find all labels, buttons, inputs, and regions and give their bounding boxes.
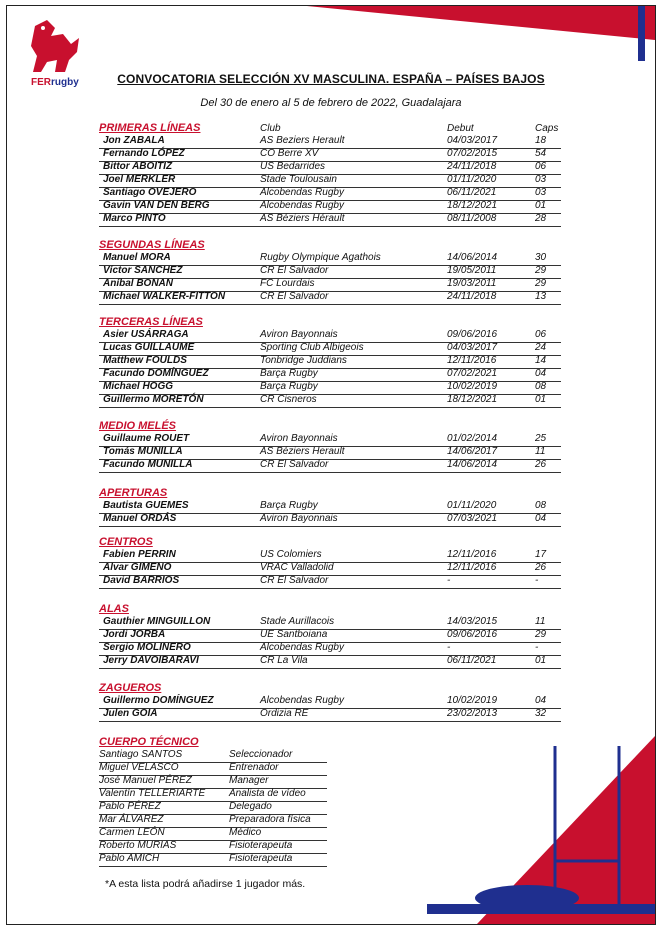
player-debut: 24/11/2018	[447, 291, 497, 302]
player-caps: 32	[535, 708, 547, 719]
section-heading: TERCERAS LÍNEAS	[99, 316, 203, 328]
player-debut: 14/06/2014	[447, 252, 498, 263]
player-name: Julen GOIA	[103, 708, 158, 719]
player-club: Alcobendas Rugby	[260, 695, 344, 706]
player-name: Guillermo MORETÓN	[103, 394, 204, 405]
staff-name: Pablo AMICH	[99, 853, 160, 864]
player-name: Sergio MOLINERO	[103, 642, 191, 653]
document-page	[6, 5, 656, 925]
player-row	[99, 381, 561, 395]
player-caps: 11	[535, 616, 546, 627]
footnote: *A esta lista podrá añadirse 1 jugador más.	[105, 878, 306, 890]
player-name: Manuel MORA	[103, 252, 171, 263]
player-name: Joel MERKLER	[103, 174, 176, 185]
player-debut: 18/12/2021	[447, 200, 498, 211]
player-caps: 26	[535, 459, 547, 470]
player-caps: 13	[535, 291, 547, 302]
player-debut: -	[447, 575, 451, 586]
player-club: CR El Salvador	[260, 459, 329, 470]
player-debut: 19/03/2011	[447, 278, 497, 289]
player-name: Gavin VAN DEN BERG	[103, 200, 210, 211]
staff-name: Carmen LEÓN	[99, 827, 165, 838]
player-debut: 24/11/2018	[447, 161, 497, 172]
player-club: US Colomiers	[260, 549, 322, 560]
player-row	[99, 265, 561, 279]
player-name: Santiago OVEJERO	[103, 187, 197, 198]
player-club: VRAC Valladolid	[260, 562, 334, 573]
player-debut: 23/02/2013	[447, 708, 498, 719]
player-name: Jordi JORBA	[103, 629, 166, 640]
column-header-caps: Caps	[535, 123, 559, 134]
player-caps: 01	[535, 655, 547, 666]
player-caps: 04	[535, 368, 547, 379]
staff-row	[99, 840, 327, 854]
player-name: Manuel ORDÁS	[103, 513, 177, 524]
player-caps: 25	[535, 433, 547, 444]
player-club: Alcobendas Rugby	[260, 200, 344, 211]
staff-role: Manager	[229, 775, 269, 786]
staff-name: Santiago SANTOS	[99, 749, 183, 760]
player-row	[99, 394, 561, 408]
player-name: Tomás MUNILLA	[103, 446, 183, 457]
player-debut: 07/03/2021	[447, 513, 498, 524]
player-caps: 30	[535, 252, 547, 263]
player-row	[99, 562, 561, 576]
player-row	[99, 575, 561, 589]
player-caps: 14	[535, 355, 547, 366]
player-row	[99, 329, 561, 343]
player-club: Tonbridge Juddians	[260, 355, 347, 366]
player-debut: -	[447, 642, 451, 653]
staff-name: Mar ÁLVAREZ	[99, 814, 164, 825]
player-caps: 08	[535, 381, 547, 392]
player-row	[99, 549, 561, 563]
player-debut: 09/06/2016	[447, 329, 498, 340]
player-caps: -	[535, 575, 539, 586]
staff-role: Médico	[229, 827, 262, 838]
section-heading: APERTURAS	[99, 487, 168, 499]
player-club: CR Cisneros	[260, 394, 317, 405]
player-name: Jerry DAVOIBARAVI	[103, 655, 199, 666]
staff-row	[99, 853, 327, 867]
page-subtitle: Del 30 de enero al 5 de febrero de 2022, Guadalajara	[200, 97, 462, 109]
player-debut: 07/02/2021	[447, 368, 498, 379]
player-name: Michael WALKER-FITTON	[103, 291, 226, 302]
player-club: Alcobendas Rugby	[260, 187, 344, 198]
player-caps: 28	[535, 213, 547, 224]
player-club: AS Béziers Herault	[260, 446, 345, 457]
player-row	[99, 459, 561, 473]
staff-role: Seleccionador	[229, 749, 293, 760]
player-club: US Bedarrides	[260, 161, 326, 172]
player-club: FC Lourdais	[260, 278, 315, 289]
player-debut: 04/03/2017	[447, 135, 498, 146]
player-club: Aviron Bayonnais	[260, 513, 338, 524]
lion-icon	[25, 16, 85, 76]
player-name: Matthew FOULDS	[103, 355, 187, 366]
player-name: Guillaume ROUET	[103, 433, 190, 444]
player-club: Barça Rugby	[260, 368, 318, 379]
player-name: Aníbal BONAN	[103, 278, 173, 289]
player-club: CR El Salvador	[260, 575, 329, 586]
section-heading: CENTROS	[99, 536, 153, 548]
player-debut: 07/02/2015	[447, 148, 498, 159]
staff-name: Miguel VELASCO	[99, 762, 179, 773]
player-debut: 08/11/2008	[447, 213, 497, 224]
player-row	[99, 135, 561, 149]
player-caps: 01	[535, 200, 547, 211]
player-caps: -	[535, 642, 539, 653]
player-name: Guillermo DOMÍNGUEZ	[103, 695, 214, 706]
player-name: Fernando LÓPEZ	[103, 148, 185, 159]
player-name: Bautista GUEMES	[103, 500, 189, 511]
player-row	[99, 342, 561, 356]
staff-role: Delegado	[229, 801, 272, 812]
column-header-debut: Debut	[447, 123, 474, 134]
player-row	[99, 446, 561, 460]
player-debut: 04/03/2017	[447, 342, 498, 353]
player-debut: 14/06/2017	[447, 446, 498, 457]
player-name: Bittor ABOITIZ	[103, 161, 173, 172]
player-name: Michael HOGG	[103, 381, 174, 392]
player-caps: 03	[535, 174, 547, 185]
player-caps: 29	[535, 629, 547, 640]
player-club: Aviron Bayonnais	[260, 433, 338, 444]
player-row	[99, 500, 561, 514]
player-row	[99, 708, 561, 722]
player-row	[99, 629, 561, 643]
section-heading: ZAGUEROS	[99, 682, 162, 694]
player-row	[99, 355, 561, 369]
player-row	[99, 291, 561, 305]
page-title: CONVOCATORIA SELECCIÓN XV MASCULINA. ESPAÑA – PAÍSES BAJOS	[117, 72, 545, 86]
section-heading: MEDIO MELÉS	[99, 420, 177, 432]
player-row	[99, 616, 561, 630]
staff-role: Fisioterapeuta	[229, 840, 293, 851]
player-row	[99, 433, 561, 447]
player-name: Fabien PERRIN	[103, 549, 176, 560]
player-name: Gauthier MINGUILLON	[103, 616, 211, 627]
staff-row	[99, 749, 327, 763]
player-name: Jon ZABALA	[103, 135, 165, 146]
player-club: Stade Toulousain	[260, 174, 337, 185]
player-debut: 01/11/2020	[447, 174, 497, 185]
player-club: Sporting Club Albigeois	[260, 342, 364, 353]
player-caps: 24	[535, 342, 547, 353]
player-club: CO Berre XV	[260, 148, 319, 159]
player-row	[99, 252, 561, 266]
player-club: CR La Vila	[260, 655, 308, 666]
player-caps: 01	[535, 394, 547, 405]
player-debut: 10/02/2019	[447, 381, 498, 392]
player-name: Asier USÁRRAGA	[103, 329, 189, 340]
player-club: Aviron Bayonnais	[260, 329, 338, 340]
player-club: Barça Rugby	[260, 381, 318, 392]
player-name: Víctor SANCHEZ	[103, 265, 183, 276]
player-debut: 01/11/2020	[447, 500, 497, 511]
staff-role: Fisioterapeuta	[229, 853, 293, 864]
staff-role: Analista de vídeo	[229, 788, 306, 799]
section-heading: SEGUNDAS LÍNEAS	[99, 239, 205, 251]
logo-suffix: rugby	[51, 77, 79, 88]
player-caps: 54	[535, 148, 547, 159]
player-row	[99, 187, 561, 201]
player-caps: 04	[535, 695, 547, 706]
player-row	[99, 655, 561, 669]
player-caps: 08	[535, 500, 547, 511]
player-debut: 06/11/2021	[447, 655, 497, 666]
staff-name: Roberto MURIAS	[99, 840, 177, 851]
player-debut: 19/05/2011	[447, 265, 497, 276]
player-club: Stade Aurillacois	[260, 616, 335, 627]
staff-name: Pablo PÉREZ	[99, 801, 161, 812]
staff-row	[99, 827, 327, 841]
player-debut: 10/02/2019	[447, 695, 498, 706]
player-club: Ordizia RE	[260, 708, 309, 719]
staff-row	[99, 814, 327, 828]
player-name: Facundo DOMÍNGUEZ	[103, 368, 209, 379]
player-club: Rugby Olympique Agathois	[260, 252, 381, 263]
player-debut: 01/02/2014	[447, 433, 498, 444]
player-name: Facundo MUNILLA	[103, 459, 193, 470]
section-heading: PRIMERAS LÍNEAS	[99, 122, 201, 134]
player-row	[99, 200, 561, 214]
player-row	[99, 174, 561, 188]
player-name: Lucas GUILLAUME	[103, 342, 195, 353]
staff-row	[99, 762, 327, 776]
staff-name: Valentín TELLERIARTE	[99, 788, 206, 799]
player-name: Alvar GIMENO	[103, 562, 172, 573]
player-caps: 11	[535, 446, 546, 457]
player-row	[99, 642, 561, 656]
player-row	[99, 695, 561, 709]
player-debut: 14/06/2014	[447, 459, 498, 470]
player-caps: 04	[535, 513, 547, 524]
player-club: CR El Salvador	[260, 291, 329, 302]
player-caps: 18	[535, 135, 547, 146]
logo-prefix: FER	[31, 77, 51, 88]
staff-role: Entrenador	[229, 762, 279, 773]
staff-role: Preparadora física	[229, 814, 311, 825]
player-name: Marco PINTO	[103, 213, 166, 224]
player-debut: 14/03/2015	[447, 616, 498, 627]
player-name: David BARRIOS	[103, 575, 180, 586]
player-caps: 03	[535, 187, 547, 198]
player-row	[99, 278, 561, 292]
player-debut: 06/11/2021	[447, 187, 497, 198]
player-debut: 12/11/2016	[447, 562, 497, 573]
player-club: CR El Salvador	[260, 265, 329, 276]
player-debut: 12/11/2016	[447, 549, 497, 560]
player-caps: 06	[535, 329, 547, 340]
staff-name: José Manuel PÉREZ	[99, 775, 192, 786]
player-caps: 06	[535, 161, 547, 172]
player-debut: 18/12/2021	[447, 394, 498, 405]
player-row	[99, 148, 561, 162]
player-caps: 29	[535, 265, 547, 276]
column-header-club: Club	[260, 123, 281, 134]
staff-row	[99, 801, 327, 815]
player-row	[99, 368, 561, 382]
section-heading: ALAS	[99, 603, 129, 615]
player-club: AS Beziers Herault	[260, 135, 345, 146]
player-club: Alcobendas Rugby	[260, 642, 344, 653]
player-debut: 12/11/2016	[447, 355, 497, 366]
staff-row	[99, 788, 327, 802]
player-club: Barça Rugby	[260, 500, 318, 511]
player-caps: 29	[535, 278, 547, 289]
player-row	[99, 213, 561, 227]
player-debut: 09/06/2016	[447, 629, 498, 640]
player-caps: 26	[535, 562, 547, 573]
player-row	[99, 513, 561, 527]
player-club: UE Santboiana	[260, 629, 328, 640]
player-club: AS Béziers Hérault	[260, 213, 345, 224]
player-row	[99, 161, 561, 175]
player-caps: 17	[535, 549, 547, 560]
staff-row	[99, 775, 327, 789]
staff-heading: CUERPO TÉCNICO	[99, 736, 199, 748]
